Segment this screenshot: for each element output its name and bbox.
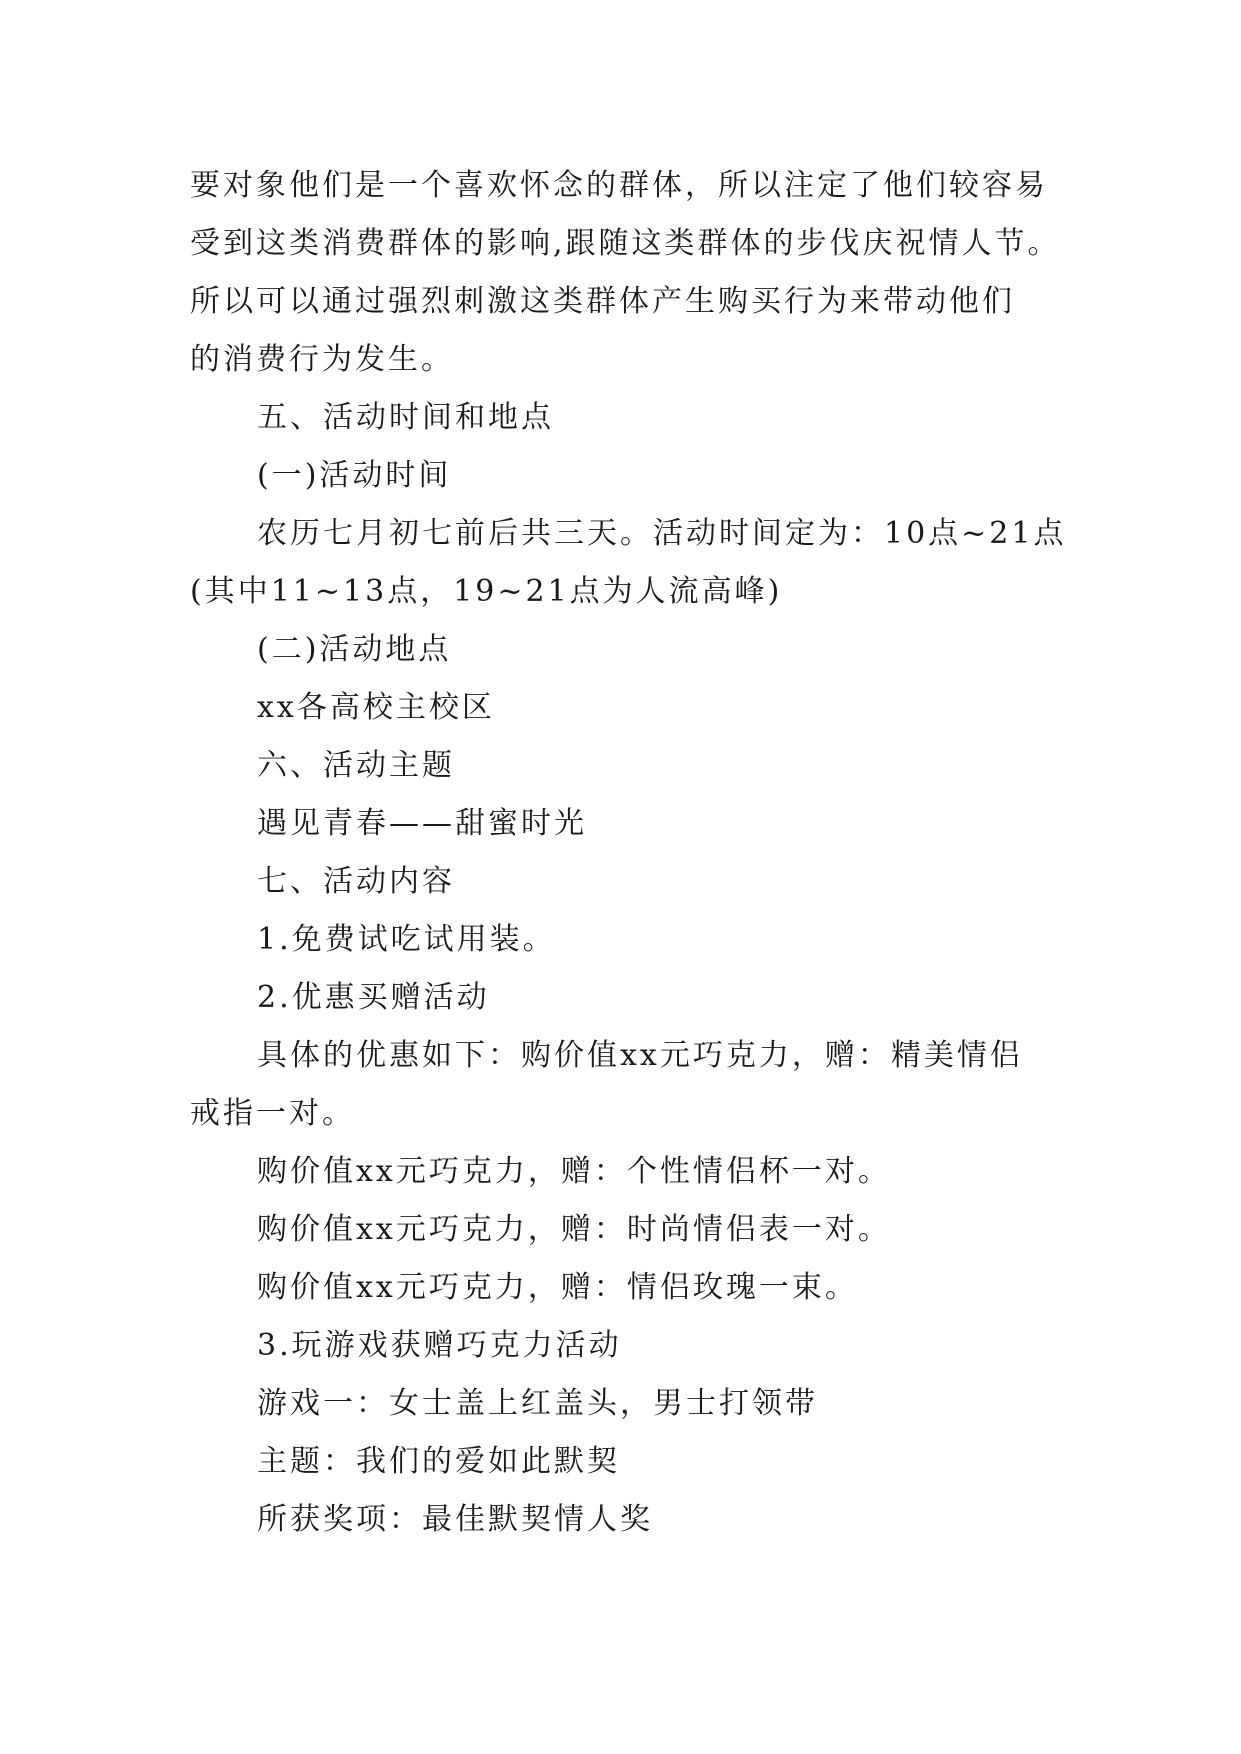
body-text-line: 农历七月初七前后共三天。活动时间定为：10点~21点 (257, 516, 1067, 551)
body-text-line: 具体的优惠如下：购价值xx元巧克力，赠：精美情侣 (257, 1038, 1023, 1073)
body-text-line: 的消费行为发生。 (190, 342, 454, 377)
body-text-line: 要对象他们是一个喜欢怀念的群体，所以注定了他们较容易 (190, 168, 1048, 203)
body-text-line: 游戏一：女士盖上红盖头，男士打领带 (257, 1386, 818, 1421)
section-heading: 五、活动时间和地点 (257, 400, 554, 435)
list-item: 3.玩游戏获赠巧克力活动 (257, 1328, 622, 1363)
body-text-line: 购价值xx元巧克力，赠：个性情侣杯一对。 (257, 1154, 891, 1189)
body-text-line: 戒指一对。 (190, 1096, 355, 1131)
body-text-line: 购价值xx元巧克力，赠：时尚情侣表一对。 (257, 1212, 891, 1247)
body-text-line: 主题：我们的爱如此默契 (257, 1444, 620, 1479)
body-text-line: 遇见青春——甜蜜时光 (257, 806, 587, 841)
body-text-line: 所获奖项：最佳默契情人奖 (257, 1502, 653, 1537)
body-text-line: (其中11~13点，19~21点为人流高峰) (190, 574, 783, 609)
subsection-heading: (一)活动时间 (257, 458, 452, 493)
body-text-line: 所以可以通过强烈刺激这类群体产生购买行为来带动他们 (190, 284, 1015, 319)
section-heading: 六、活动主题 (257, 748, 455, 783)
list-item: 2.优惠买赠活动 (257, 980, 490, 1015)
body-text-line: 受到这类消费群体的影响,跟随这类群体的步伐庆祝情人节。 (190, 226, 1061, 261)
body-text-line: xx各高校主校区 (257, 690, 495, 725)
list-item: 1.免费试吃试用装。 (257, 922, 556, 957)
subsection-heading: (二)活动地点 (257, 632, 452, 667)
section-heading: 七、活动内容 (257, 864, 455, 899)
body-text-line: 购价值xx元巧克力，赠：情侣玫瑰一束。 (257, 1270, 858, 1305)
